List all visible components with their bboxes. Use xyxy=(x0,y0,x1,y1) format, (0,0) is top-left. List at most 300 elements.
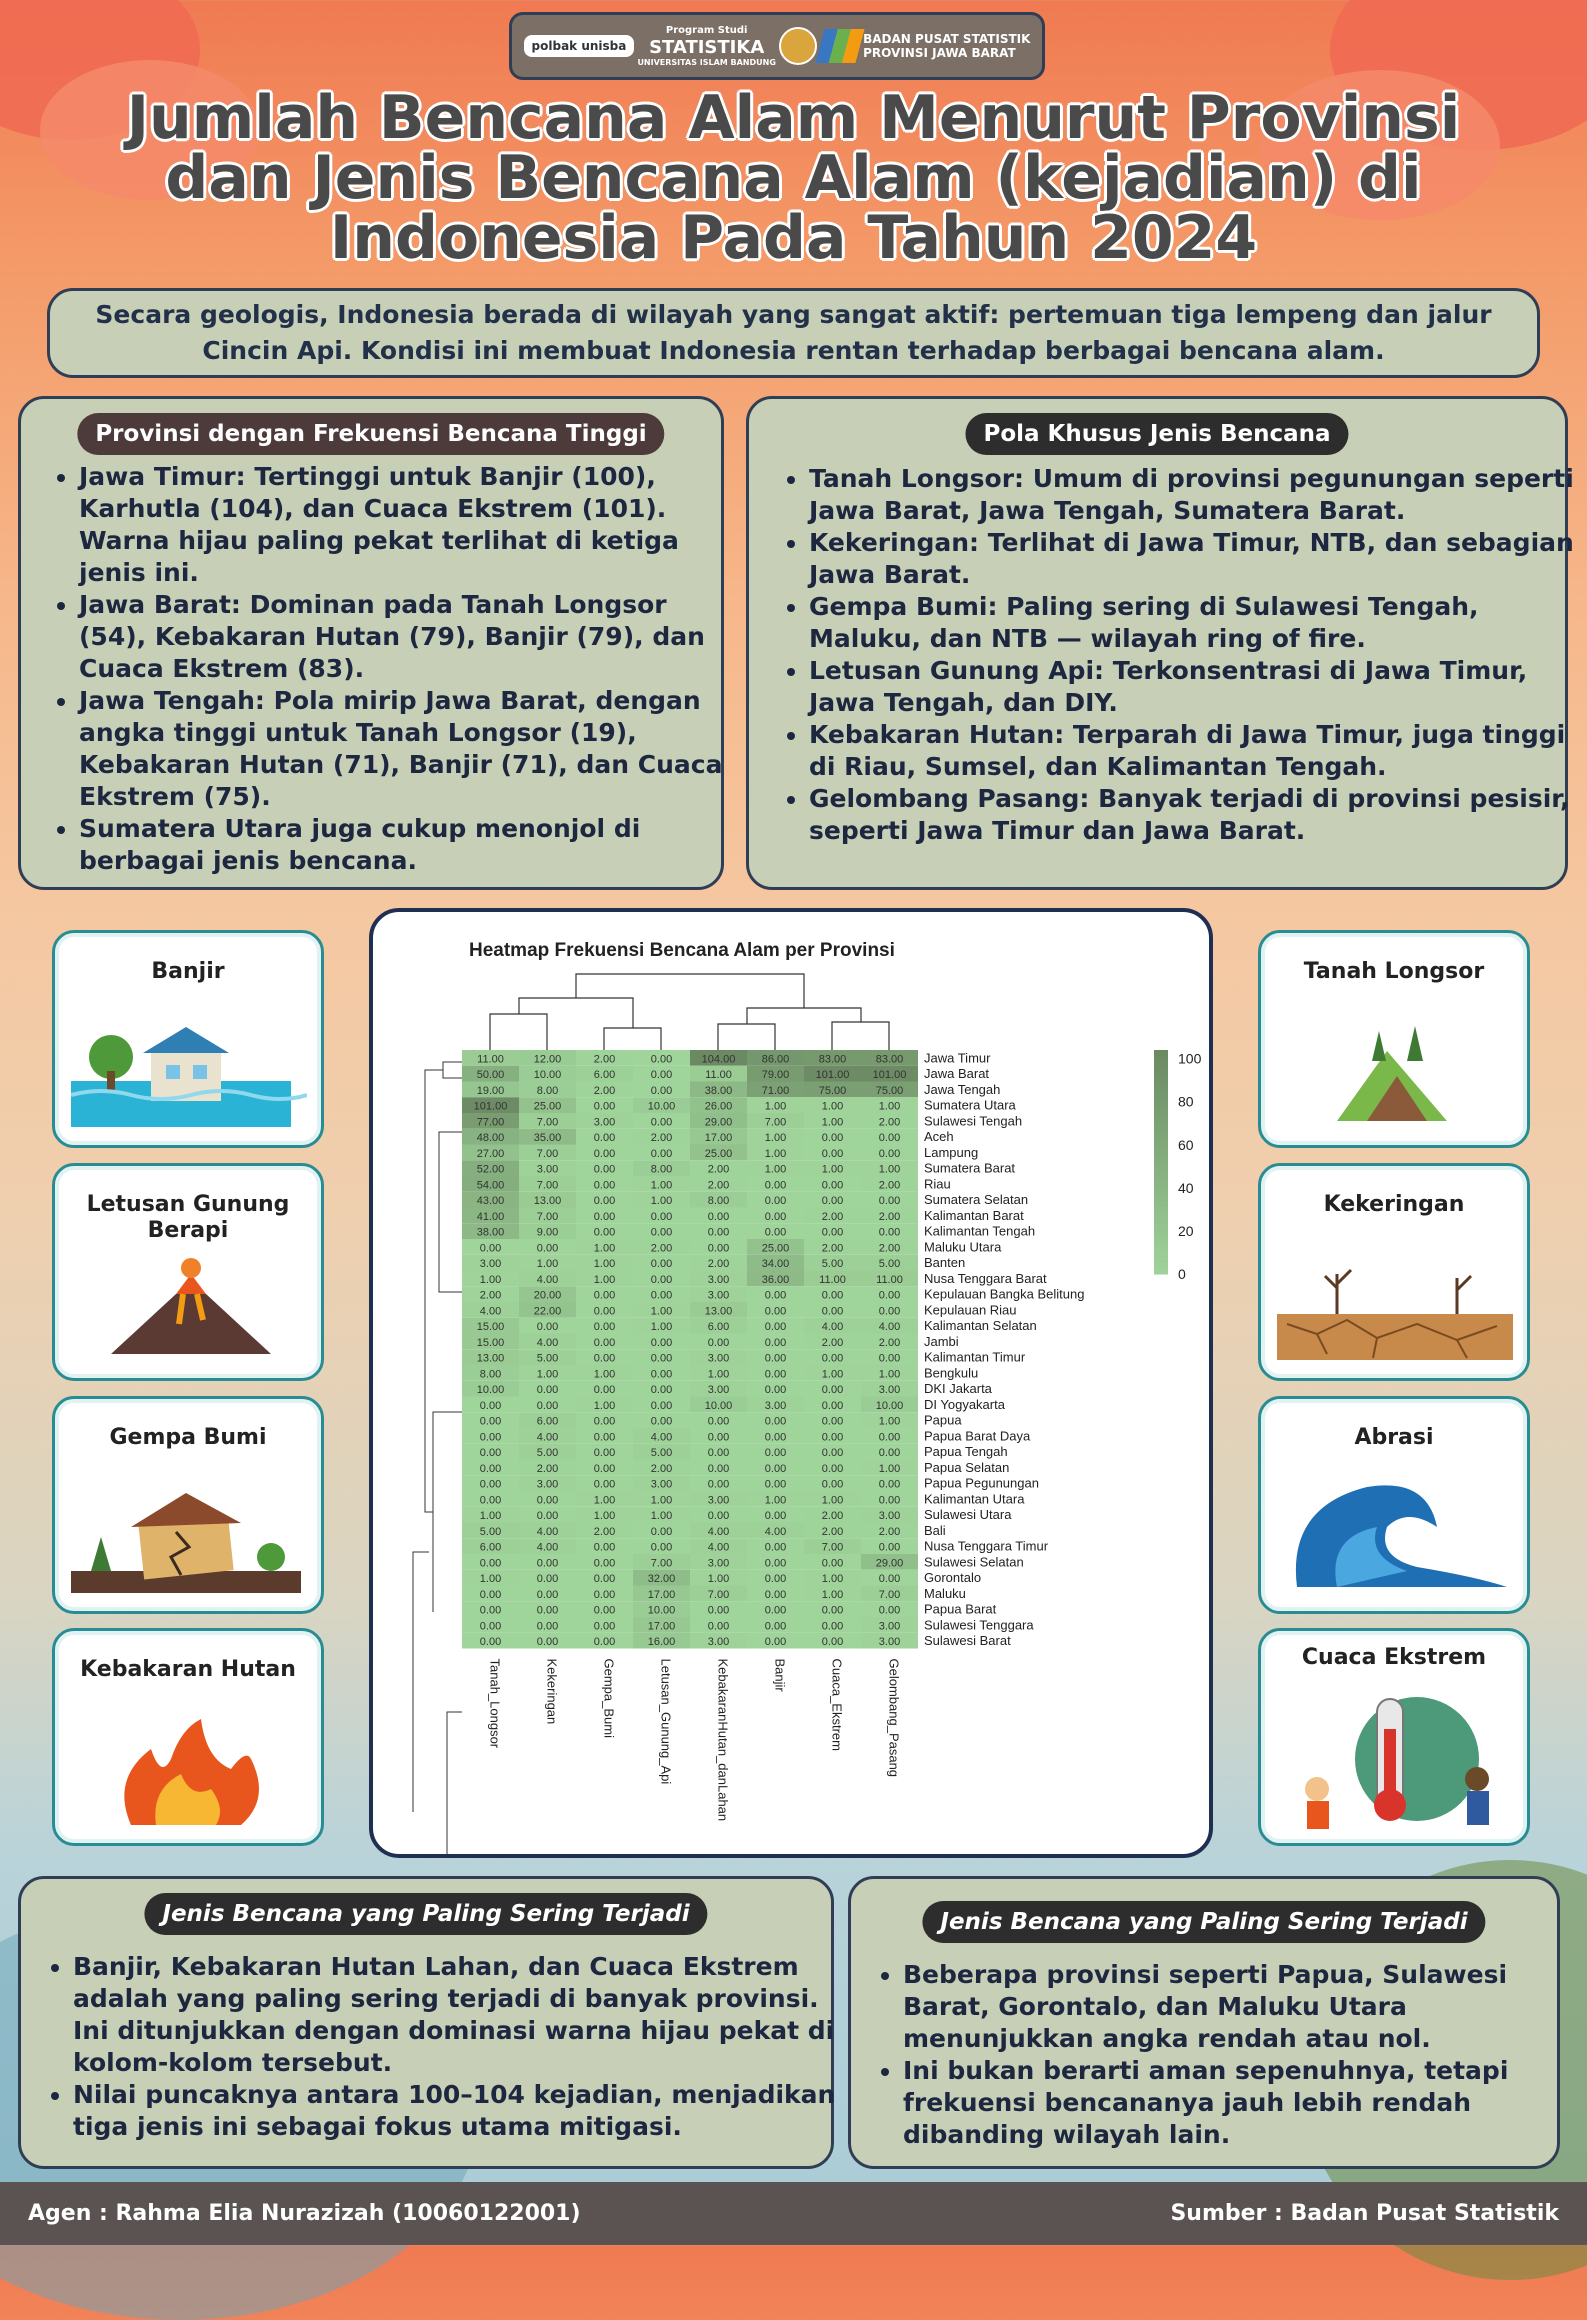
row-label: Banten xyxy=(924,1255,966,1270)
cell-value: 0.00 xyxy=(479,1620,502,1633)
cell-value: 12.00 xyxy=(533,1053,562,1066)
author-label: Agen : Rahma Elia Nurazizah (10060122001) xyxy=(28,2201,581,2226)
cell-value: 1.00 xyxy=(878,1368,901,1381)
prodi-small-label: Program Studi xyxy=(665,25,748,36)
cell-value: 4.00 xyxy=(479,1305,502,1318)
cell-value: 1.00 xyxy=(821,1116,844,1129)
legend-swatch xyxy=(1154,1224,1168,1230)
cell-value: 0.00 xyxy=(764,1321,787,1333)
row-label: Papua Barat Daya xyxy=(924,1428,1031,1444)
panel-header: Provinsi dengan Frekuensi Bencana Tinggi xyxy=(77,413,664,455)
cell-value: 0.00 xyxy=(536,1620,559,1633)
cell-value: 2.00 xyxy=(821,1336,844,1349)
cell-value: 0.00 xyxy=(650,1336,673,1349)
row-label: Sulawesi Selatan xyxy=(924,1554,1024,1570)
cell-value: 0.00 xyxy=(536,1573,559,1585)
source-label: Sumber : Badan Pusat Statistik xyxy=(1170,2201,1559,2226)
cell-value: 2.00 xyxy=(593,1525,616,1538)
cell-value: 1.00 xyxy=(764,1132,787,1144)
bps-logo-icon xyxy=(815,29,864,63)
list-item: • Letusan Gunung Api: Terkonsentrasi di Jawa Timur, Jawa Tengah, dan DIY. xyxy=(809,655,1581,719)
cell-value: 0.00 xyxy=(707,1415,730,1428)
legend-swatch xyxy=(1154,1151,1168,1157)
cell-value: 0.00 xyxy=(479,1462,502,1475)
cell-value: 50.00 xyxy=(476,1069,505,1081)
card-kekeringan xyxy=(1258,1163,1530,1381)
cell-value: 2.00 xyxy=(593,1053,616,1066)
card-title: Kebakaran Hutan xyxy=(80,1657,296,1682)
row-label: Papua Barat xyxy=(924,1601,997,1617)
cell-value: 0.00 xyxy=(878,1447,901,1459)
flood-icon xyxy=(71,1021,307,1131)
cell-value: 1.00 xyxy=(650,1510,673,1522)
cell-value: 1.00 xyxy=(593,1242,616,1255)
cell-value: 3.00 xyxy=(707,1557,730,1570)
cell-value: 3.00 xyxy=(878,1384,901,1396)
cell-value: 32.00 xyxy=(647,1573,676,1585)
list-item: • Kekeringan: Terlihat di Jawa Timur, NTB, dan sebagian Jawa Barat. xyxy=(809,527,1581,591)
cell-value: 4.00 xyxy=(536,1525,559,1538)
cell-value: 0.00 xyxy=(764,1195,787,1207)
cell-value: 77.00 xyxy=(476,1116,505,1129)
cell-value: 0.00 xyxy=(764,1431,787,1444)
cell-value: 1.00 xyxy=(878,1462,901,1475)
row-label: Sumatera Utara xyxy=(924,1097,1016,1113)
list-item: • Beberapa provinsi seperti Papua, Sulawesi Barat, Gorontalo, dan Maluku Utara menunjukkan angka rendah atau nol. xyxy=(903,1959,1573,2055)
cell-value: 7.00 xyxy=(764,1116,787,1129)
cell-value: 0.00 xyxy=(764,1415,787,1428)
cell-value: 0.00 xyxy=(479,1478,502,1491)
row-label: Jawa Timur xyxy=(924,1050,991,1066)
panel-special-patterns xyxy=(746,396,1574,890)
cell-value: 104.00 xyxy=(701,1053,736,1066)
cell-value: 0.00 xyxy=(593,1462,616,1475)
legend-swatch xyxy=(1154,1095,1168,1101)
cell-value: 1.00 xyxy=(821,1368,844,1381)
legend-tick: 80 xyxy=(1178,1093,1194,1110)
cell-value: 0.00 xyxy=(707,1447,730,1459)
legend-swatch xyxy=(1154,1190,1168,1196)
cell-value: 0.00 xyxy=(821,1478,844,1491)
cell-value: 0.00 xyxy=(593,1100,616,1113)
cell-value: 10.00 xyxy=(704,1399,733,1412)
cell-value: 0.00 xyxy=(479,1415,502,1428)
cell-value: 0.00 xyxy=(536,1242,559,1255)
row-label: DKI Jakarta xyxy=(924,1381,992,1396)
cell-value: 0.00 xyxy=(650,1415,673,1428)
cell-value: 16.00 xyxy=(647,1636,676,1648)
cell-value: 101.00 xyxy=(473,1100,508,1113)
cell-value: 0.00 xyxy=(479,1447,502,1459)
cell-value: 3.00 xyxy=(878,1636,901,1648)
cell-value: 0.00 xyxy=(536,1399,559,1412)
cell-value: 0.00 xyxy=(650,1147,673,1160)
cell-value: 2.00 xyxy=(707,1163,730,1176)
volcano-icon xyxy=(71,1254,307,1364)
list-item: • Jawa Barat: Dominan pada Tanah Longsor (54), Kebakaran Hutan (79), Banjir (79), dan Cuaca Ekstrem (83). xyxy=(79,589,729,685)
cell-value: 3.00 xyxy=(536,1163,559,1176)
row-label: Sumatera Selatan xyxy=(924,1192,1029,1207)
legend-tick: 60 xyxy=(1178,1136,1194,1153)
cell-value: 0.00 xyxy=(593,1620,616,1633)
cell-value: 0.00 xyxy=(764,1604,787,1617)
cell-value: 54.00 xyxy=(476,1179,505,1192)
cell-value: 0.00 xyxy=(764,1541,787,1554)
cell-value: 0.00 xyxy=(536,1636,559,1648)
cell-value: 0.00 xyxy=(821,1352,844,1365)
cell-value: 3.00 xyxy=(707,1636,730,1648)
cell-value: 38.00 xyxy=(704,1084,733,1097)
card-cuaca-ekstrem xyxy=(1258,1628,1530,1846)
seal-icon xyxy=(779,27,817,65)
univ-label: UNIVERSITAS ISLAM BANDUNG xyxy=(637,58,776,67)
cell-value: 0.00 xyxy=(536,1321,559,1333)
card-title: Gempa Bumi xyxy=(109,1425,267,1450)
cell-value: 6.00 xyxy=(479,1541,502,1554)
row-label: Kepulauan Bangka Belitung xyxy=(924,1286,1085,1302)
cell-value: 2.00 xyxy=(878,1116,901,1129)
cell-value: 2.00 xyxy=(878,1242,901,1255)
cell-value: 0.00 xyxy=(764,1179,787,1192)
legend-swatch xyxy=(1154,1072,1168,1078)
cell-value: 0.00 xyxy=(479,1557,502,1570)
card-banjir xyxy=(52,930,324,1148)
column-label: Banjir xyxy=(772,1658,788,1692)
list-item: • Kebakaran Hutan: Terparah di Jawa Timur, juga tinggi di Riau, Sumsel, dan Kalimantan Tengah. xyxy=(809,719,1581,783)
cell-value: 25.00 xyxy=(704,1147,733,1160)
row-label: Jawa Barat xyxy=(924,1066,990,1081)
row-label: Kalimantan Selatan xyxy=(924,1318,1037,1333)
cell-value: 25.00 xyxy=(761,1242,790,1255)
cell-value: 0.00 xyxy=(764,1588,787,1601)
cell-value: 0.00 xyxy=(650,1352,673,1365)
panel-header: Jenis Bencana yang Paling Sering Terjadi xyxy=(144,1893,707,1935)
card-kebakaran-hutan xyxy=(52,1628,324,1846)
list-item: • Sumatera Utara juga cukup menonjol di berbagai jenis bencana. xyxy=(79,813,729,877)
cell-value: 3.00 xyxy=(593,1116,616,1129)
cell-value: 0.00 xyxy=(764,1305,787,1318)
row-label: Papua Tengah xyxy=(924,1444,1008,1459)
cell-value: 0.00 xyxy=(764,1620,787,1633)
card-title: Abrasi xyxy=(1354,1425,1434,1450)
row-label: Nusa Tenggara Barat xyxy=(924,1270,1047,1286)
cell-value: 3.00 xyxy=(707,1273,730,1286)
list-item: • Jawa Timur: Tertinggi untuk Banjir (100), Karhutla (104), dan Cuaca Ekstrem (101). Warna hijau paling pekat terlihat di ketiga jenis ini. xyxy=(79,461,729,589)
bps-logo-text xyxy=(863,32,1030,60)
cell-value: 3.00 xyxy=(707,1352,730,1365)
cell-value: 52.00 xyxy=(476,1163,505,1176)
row-label: Gorontalo xyxy=(924,1570,982,1585)
cell-value: 0.00 xyxy=(479,1494,502,1507)
cell-value: 0.00 xyxy=(878,1431,901,1444)
legend-swatch xyxy=(1154,1089,1168,1095)
row-label: Maluku xyxy=(924,1585,966,1601)
cell-value: 4.00 xyxy=(707,1541,730,1554)
legend-swatch xyxy=(1154,1201,1168,1207)
cell-value: 1.00 xyxy=(764,1494,787,1507)
cell-value: 0.00 xyxy=(650,1053,673,1066)
cell-value: 2.00 xyxy=(707,1258,730,1270)
cell-value: 0.00 xyxy=(536,1510,559,1522)
column-label: Cuaca_Ekstrem xyxy=(829,1658,845,1751)
legend-swatch xyxy=(1154,1184,1168,1190)
cell-value: 1.00 xyxy=(650,1305,673,1318)
cell-value: 6.00 xyxy=(536,1415,559,1428)
footer xyxy=(0,2182,1587,2245)
cell-value: 0.00 xyxy=(536,1494,559,1507)
cell-value: 17.00 xyxy=(647,1620,676,1633)
cell-value: 11.00 xyxy=(477,1053,504,1066)
bps-label-2: PROVINSI JAWA BARAT xyxy=(863,46,1016,60)
cell-value: 1.00 xyxy=(821,1100,844,1113)
legend-tick: 0 xyxy=(1178,1266,1186,1282)
cell-value: 1.00 xyxy=(821,1588,844,1601)
cell-value: 0.00 xyxy=(650,1384,673,1396)
row-label: Kalimantan Timur xyxy=(924,1349,1026,1365)
cell-value: 11.00 xyxy=(705,1069,732,1081)
bps-label: BADAN PUSAT STATISTIK xyxy=(863,32,1031,46)
cell-value: 1.00 xyxy=(707,1368,730,1381)
cell-value: 0.00 xyxy=(707,1478,730,1491)
cell-value: 29.00 xyxy=(875,1557,904,1570)
cell-value: 75.00 xyxy=(818,1084,847,1097)
cell-value: 0.00 xyxy=(878,1573,901,1585)
cell-value: 0.00 xyxy=(650,1258,673,1270)
row-label: Jambi xyxy=(924,1333,959,1349)
cell-value: 5.00 xyxy=(821,1258,844,1270)
legend-swatch xyxy=(1154,1252,1168,1258)
cell-value: 0.00 xyxy=(593,1447,616,1459)
cell-value: 0.00 xyxy=(821,1195,844,1207)
cell-value: 38.00 xyxy=(476,1226,505,1239)
cell-value: 29.00 xyxy=(704,1116,733,1129)
legend-swatch xyxy=(1154,1229,1168,1235)
cell-value: 3.00 xyxy=(878,1510,901,1522)
legend-swatch xyxy=(1154,1117,1168,1123)
cell-value: 83.00 xyxy=(875,1053,904,1066)
row-label: Lampung xyxy=(924,1144,979,1160)
legend-swatch xyxy=(1154,1218,1168,1224)
cell-value: 0.00 xyxy=(707,1510,730,1522)
cell-value: 0.00 xyxy=(764,1336,787,1349)
cell-value: 0.00 xyxy=(593,1431,616,1444)
legend-swatch xyxy=(1154,1106,1168,1112)
cell-value: 0.00 xyxy=(764,1462,787,1475)
cell-value: 0.00 xyxy=(650,1084,673,1097)
cell-value: 0.00 xyxy=(593,1163,616,1176)
cell-value: 86.00 xyxy=(761,1053,790,1066)
bullet-list xyxy=(49,461,729,877)
card-gempa-bumi xyxy=(52,1396,324,1614)
row-label: Riau xyxy=(924,1176,951,1192)
legend-swatch xyxy=(1154,1240,1168,1246)
cell-value: 2.00 xyxy=(821,1510,844,1522)
cell-value: 0.00 xyxy=(479,1399,502,1412)
cell-value: 1.00 xyxy=(878,1100,901,1113)
legend-swatch xyxy=(1154,1145,1168,1151)
cell-value: 36.00 xyxy=(761,1273,790,1286)
list-item: • Nilai puncaknya antara 100–104 kejadian, menjadikan tiga jenis ini sebagai fokus utama mitigasi. xyxy=(73,2079,853,2143)
cell-value: 0.00 xyxy=(593,1195,616,1207)
cell-value: 0.00 xyxy=(878,1494,901,1507)
row-label: Sulawesi Tengah xyxy=(924,1113,1023,1129)
cell-value: 0.00 xyxy=(878,1132,901,1144)
cell-value: 17.00 xyxy=(704,1132,733,1144)
cell-value: 1.00 xyxy=(707,1573,730,1585)
cell-value: 0.00 xyxy=(821,1226,844,1239)
cell-value: 7.00 xyxy=(650,1557,673,1570)
column-label: Gelombang_Pasang xyxy=(886,1658,902,1778)
panel-low-frequency xyxy=(848,1876,1560,2169)
cell-value: 1.00 xyxy=(536,1258,559,1270)
cell-value: 5.00 xyxy=(536,1352,559,1365)
cell-value: 0.00 xyxy=(821,1399,844,1412)
list-item: • Gelombang Pasang: Banyak terjadi di provinsi pesisir, seperti Jawa Timur dan Jawa Barat. xyxy=(809,783,1581,847)
cell-value: 0.00 xyxy=(764,1510,787,1522)
cell-value: 8.00 xyxy=(650,1163,673,1176)
cell-value: 7.00 xyxy=(536,1210,559,1223)
cell-value: 0.00 xyxy=(707,1462,730,1475)
cell-value: 0.00 xyxy=(593,1210,616,1223)
cell-value: 20.00 xyxy=(533,1289,562,1302)
cell-value: 13.00 xyxy=(704,1305,733,1318)
cell-value: 1.00 xyxy=(650,1195,673,1207)
cell-value: 0.00 xyxy=(593,1415,616,1428)
legend-swatch xyxy=(1154,1173,1168,1179)
bullet-list xyxy=(43,1951,853,2143)
cell-value: 2.00 xyxy=(593,1084,616,1097)
cell-value: 0.00 xyxy=(764,1210,787,1223)
card-tanah-longsor xyxy=(1258,930,1530,1148)
list-item: • Ini bukan berarti aman sepenuhnya, tetapi frekuensi bencananya jauh lebih rendah dibanding wilayah lain. xyxy=(903,2055,1573,2151)
cell-value: 0.00 xyxy=(479,1242,502,1255)
cell-value: 0.00 xyxy=(821,1620,844,1633)
legend-tick: 40 xyxy=(1178,1179,1194,1196)
cell-value: 0.00 xyxy=(821,1132,844,1144)
cell-value: 8.00 xyxy=(707,1195,730,1207)
logo-bar xyxy=(509,12,1045,80)
cell-value: 3.00 xyxy=(707,1384,730,1396)
cell-value: 0.00 xyxy=(764,1447,787,1459)
cell-value: 6.00 xyxy=(593,1069,616,1081)
cell-value: 6.00 xyxy=(707,1321,730,1333)
row-label: Kalimantan Barat xyxy=(924,1207,1024,1223)
cell-value: 4.00 xyxy=(821,1321,844,1333)
cell-value: 13.00 xyxy=(533,1195,562,1207)
cell-value: 15.00 xyxy=(476,1336,505,1349)
heatmap-chart xyxy=(373,912,1209,1854)
legend-swatch xyxy=(1154,1140,1168,1146)
cell-value: 1.00 xyxy=(650,1494,673,1507)
dendrogram-row xyxy=(413,1062,462,1854)
cell-value: 2.00 xyxy=(650,1462,673,1475)
legend-swatch xyxy=(1154,1268,1168,1274)
cell-value: 8.00 xyxy=(536,1084,559,1097)
row-label: DI Yogyakarta xyxy=(924,1396,1005,1412)
cell-value: 0.00 xyxy=(764,1478,787,1491)
legend-swatch xyxy=(1154,1179,1168,1185)
cell-value: 0.00 xyxy=(650,1226,673,1239)
cell-value: 0.00 xyxy=(650,1368,673,1381)
cell-value: 0.00 xyxy=(821,1557,844,1570)
cell-value: 0.00 xyxy=(878,1352,901,1365)
cell-value: 8.00 xyxy=(479,1368,502,1381)
row-label: Kepulauan Riau xyxy=(924,1302,1017,1318)
legend-swatch xyxy=(1154,1078,1168,1084)
cell-value: 13.00 xyxy=(476,1352,505,1365)
cell-value: 1.00 xyxy=(821,1163,844,1176)
cell-value: 0.00 xyxy=(650,1069,673,1081)
cell-value: 0.00 xyxy=(878,1305,901,1318)
legend-swatch xyxy=(1154,1056,1168,1062)
cell-value: 0.00 xyxy=(593,1573,616,1585)
card-title: Kekeringan xyxy=(1323,1192,1465,1217)
cell-value: 2.00 xyxy=(821,1242,844,1255)
card-title: Tanah Longsor xyxy=(1303,959,1485,984)
cell-value: 0.00 xyxy=(650,1525,673,1538)
cell-value: 0.00 xyxy=(536,1588,559,1601)
cell-value: 0.00 xyxy=(821,1431,844,1444)
legend-swatch xyxy=(1154,1050,1168,1056)
legend-swatch xyxy=(1154,1212,1168,1218)
bullet-list xyxy=(779,463,1581,847)
legend-swatch xyxy=(1154,1207,1168,1213)
legend-swatch xyxy=(1154,1263,1168,1269)
prodi-label: STATISTIKA xyxy=(649,37,765,58)
cell-value: 0.00 xyxy=(593,1478,616,1491)
panel-high-frequency xyxy=(18,396,724,890)
cell-value: 0.00 xyxy=(650,1541,673,1554)
cell-value: 0.00 xyxy=(764,1636,787,1648)
cell-value: 75.00 xyxy=(875,1084,904,1097)
cell-value: 17.00 xyxy=(647,1588,676,1601)
row-label: Papua Pegunungan xyxy=(924,1475,1039,1491)
cell-value: 0.00 xyxy=(650,1210,673,1223)
cell-value: 34.00 xyxy=(761,1258,790,1270)
cell-value: 0.00 xyxy=(821,1636,844,1648)
cell-value: 4.00 xyxy=(536,1273,559,1286)
cell-value: 0.00 xyxy=(707,1210,730,1223)
card-title: Cuaca Ekstrem xyxy=(1301,1645,1487,1670)
polban-logo: polbak unisba xyxy=(524,35,635,57)
cell-value: 1.00 xyxy=(821,1573,844,1585)
column-label: KebakaranHutan_danLahan xyxy=(715,1658,731,1822)
cell-value: 5.00 xyxy=(479,1525,502,1538)
cell-value: 0.00 xyxy=(821,1604,844,1617)
cell-value: 0.00 xyxy=(707,1336,730,1349)
cell-value: 4.00 xyxy=(536,1336,559,1349)
cell-value: 1.00 xyxy=(821,1494,844,1507)
cell-value: 2.00 xyxy=(536,1462,559,1475)
legend-swatch xyxy=(1154,1235,1168,1241)
row-label: Sulawesi Utara xyxy=(924,1507,1012,1522)
cell-value: 1.00 xyxy=(593,1510,616,1522)
cell-value: 0.00 xyxy=(764,1352,787,1365)
cell-value: 4.00 xyxy=(878,1321,901,1333)
cell-value: 71.00 xyxy=(761,1084,790,1097)
cell-value: 7.00 xyxy=(536,1179,559,1192)
cell-value: 2.00 xyxy=(821,1525,844,1538)
cell-value: 2.00 xyxy=(707,1179,730,1192)
cell-value: 1.00 xyxy=(764,1163,787,1176)
cell-value: 0.00 xyxy=(821,1289,844,1302)
legend-swatch xyxy=(1154,1246,1168,1252)
legend-swatch xyxy=(1154,1067,1168,1073)
extreme-weather-icon xyxy=(1277,1679,1513,1829)
cell-value: 1.00 xyxy=(764,1147,787,1160)
cell-value: 41.00 xyxy=(476,1210,505,1223)
cell-value: 0.00 xyxy=(593,1604,616,1617)
